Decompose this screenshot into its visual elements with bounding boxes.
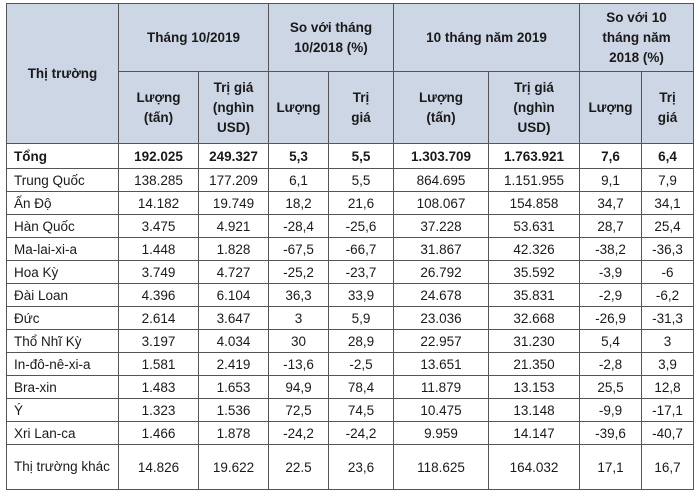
value-cell: 5,5 xyxy=(329,144,394,169)
value-cell: 21.350 xyxy=(489,353,580,376)
value-cell: 3 xyxy=(269,307,329,330)
value-cell: 3.197 xyxy=(119,330,199,353)
market-cell: Ấn Độ xyxy=(7,192,119,215)
value-cell: 108.067 xyxy=(394,192,489,215)
header-volume: Lượng (tấn) xyxy=(119,72,199,144)
value-cell: 24.678 xyxy=(394,284,489,307)
table-row xyxy=(7,192,694,215)
value-cell: 14.182 xyxy=(119,192,199,215)
value-cell: 30 xyxy=(269,330,329,353)
value-cell: 3.749 xyxy=(119,261,199,284)
table-row xyxy=(7,238,694,261)
value-cell: -25,2 xyxy=(269,261,329,284)
value-cell: 1.466 xyxy=(119,422,199,445)
value-cell: 3.475 xyxy=(119,215,199,238)
trade-table xyxy=(6,3,694,490)
value-cell: 1.151.955 xyxy=(489,169,580,192)
value-cell: 13.651 xyxy=(394,353,489,376)
value-cell: -28,4 xyxy=(269,215,329,238)
value-cell: 9.959 xyxy=(394,422,489,445)
value-cell: 32.668 xyxy=(489,307,580,330)
value-cell: 37.228 xyxy=(394,215,489,238)
value-cell: -9,9 xyxy=(580,399,642,422)
value-cell: 35.592 xyxy=(489,261,580,284)
value-cell: 74,5 xyxy=(329,399,394,422)
value-cell: 154.858 xyxy=(489,192,580,215)
value-cell: 23.036 xyxy=(394,307,489,330)
value-cell: -25,6 xyxy=(329,215,394,238)
value-cell: 4.727 xyxy=(199,261,269,284)
value-cell: 3,9 xyxy=(642,353,694,376)
value-cell: 1.763.921 xyxy=(489,144,580,169)
market-cell: Thị trường khác xyxy=(7,445,119,490)
value-cell: 4.396 xyxy=(119,284,199,307)
value-cell: 7,9 xyxy=(642,169,694,192)
header-value-pct-10m: Trị giá xyxy=(642,72,694,144)
value-cell: 138.285 xyxy=(119,169,199,192)
value-cell: 177.209 xyxy=(199,169,269,192)
value-cell: 28,9 xyxy=(329,330,394,353)
header-compare-10-months: So với 10 tháng năm 2018 (%) xyxy=(580,4,694,72)
market-cell: Ma-lai-xi-a xyxy=(7,238,119,261)
value-cell: 19.622 xyxy=(199,445,269,490)
value-cell: 1.448 xyxy=(119,238,199,261)
value-cell: 164.032 xyxy=(489,445,580,490)
market-cell: Ý xyxy=(7,399,119,422)
total-row xyxy=(7,144,694,169)
value-cell: 864.695 xyxy=(394,169,489,192)
value-cell: -24,2 xyxy=(269,422,329,445)
value-cell: 14.826 xyxy=(119,445,199,490)
header-month: Tháng 10/2019 xyxy=(119,4,269,72)
value-cell: 35.831 xyxy=(489,284,580,307)
header-market: Thị trường xyxy=(7,4,119,144)
value-cell: -24,2 xyxy=(329,422,394,445)
market-cell: Trung Quốc xyxy=(7,169,119,192)
table-row xyxy=(7,307,694,330)
value-cell: 5,5 xyxy=(329,169,394,192)
value-cell: 22.957 xyxy=(394,330,489,353)
market-cell: Hoa Kỳ xyxy=(7,261,119,284)
value-cell: 13.148 xyxy=(489,399,580,422)
value-cell: 5,3 xyxy=(269,144,329,169)
table-row xyxy=(7,330,694,353)
value-cell: -2,9 xyxy=(580,284,642,307)
market-cell: Đức xyxy=(7,307,119,330)
value-cell: -39,6 xyxy=(580,422,642,445)
value-cell: 17,1 xyxy=(580,445,642,490)
value-cell: 1.323 xyxy=(119,399,199,422)
header-compare-month: So với tháng 10/2018 (%) xyxy=(269,4,394,72)
table-row xyxy=(7,284,694,307)
value-cell: 13.153 xyxy=(489,376,580,399)
value-cell: 6.104 xyxy=(199,284,269,307)
value-cell: 1.653 xyxy=(199,376,269,399)
value-cell: 249.327 xyxy=(199,144,269,169)
value-cell: 28,7 xyxy=(580,215,642,238)
value-cell: -2,8 xyxy=(580,353,642,376)
value-cell: 14.147 xyxy=(489,422,580,445)
value-cell: -6 xyxy=(642,261,694,284)
value-cell: -26,9 xyxy=(580,307,642,330)
value-cell: 25,4 xyxy=(642,215,694,238)
value-cell: 78,4 xyxy=(329,376,394,399)
table-row xyxy=(7,261,694,284)
value-cell: 36,3 xyxy=(269,284,329,307)
value-cell: -67,5 xyxy=(269,238,329,261)
header-value-10m: Trị giá (nghìn USD) xyxy=(489,72,580,144)
value-cell: 1.878 xyxy=(199,422,269,445)
value-cell: 16,7 xyxy=(642,445,694,490)
value-cell: 53.631 xyxy=(489,215,580,238)
value-cell: -66,7 xyxy=(329,238,394,261)
value-cell: 9,1 xyxy=(580,169,642,192)
value-cell: 11.879 xyxy=(394,376,489,399)
market-cell: Thổ Nhĩ Kỳ xyxy=(7,330,119,353)
table-row xyxy=(7,376,694,399)
value-cell: 12,8 xyxy=(642,376,694,399)
value-cell: 21,6 xyxy=(329,192,394,215)
market-cell: Hàn Quốc xyxy=(7,215,119,238)
value-cell: 33,9 xyxy=(329,284,394,307)
header-value: Trị giá (nghìn USD) xyxy=(199,72,269,144)
market-cell: Tổng xyxy=(7,144,119,169)
value-cell: 192.025 xyxy=(119,144,199,169)
value-cell: -36,3 xyxy=(642,238,694,261)
value-cell: -3,9 xyxy=(580,261,642,284)
value-cell: 72,5 xyxy=(269,399,329,422)
market-cell: In-đô-nê-xi-a xyxy=(7,353,119,376)
value-cell: -17,1 xyxy=(642,399,694,422)
header-volume-10m: Lượng (tấn) xyxy=(394,72,489,144)
table-row xyxy=(7,399,694,422)
value-cell: 2.419 xyxy=(199,353,269,376)
value-cell: -23,7 xyxy=(329,261,394,284)
header-value-pct: Trị giá xyxy=(329,72,394,144)
value-cell: 1.303.709 xyxy=(394,144,489,169)
value-cell: 23,6 xyxy=(329,445,394,490)
table-row xyxy=(7,445,694,490)
value-cell: 1.536 xyxy=(199,399,269,422)
value-cell: -13,6 xyxy=(269,353,329,376)
value-cell: 118.625 xyxy=(394,445,489,490)
value-cell: -6,2 xyxy=(642,284,694,307)
value-cell: 94,9 xyxy=(269,376,329,399)
table-body xyxy=(7,144,694,490)
value-cell: 31.867 xyxy=(394,238,489,261)
value-cell: 1.483 xyxy=(119,376,199,399)
value-cell: 19.749 xyxy=(199,192,269,215)
value-cell: 26.792 xyxy=(394,261,489,284)
value-cell: 42.326 xyxy=(489,238,580,261)
value-cell: 3.647 xyxy=(199,307,269,330)
table-row xyxy=(7,169,694,192)
header-10-months: 10 tháng năm 2019 xyxy=(394,4,580,72)
value-cell: 4.034 xyxy=(199,330,269,353)
value-cell: 6,4 xyxy=(642,144,694,169)
value-cell: 7,6 xyxy=(580,144,642,169)
table-row xyxy=(7,422,694,445)
header-volume-pct: Lượng xyxy=(269,72,329,144)
value-cell: 4.921 xyxy=(199,215,269,238)
value-cell: 1.828 xyxy=(199,238,269,261)
value-cell: 22.5 xyxy=(269,445,329,490)
market-cell: Xri Lan-ca xyxy=(7,422,119,445)
table-row xyxy=(7,353,694,376)
header-volume-pct-10m: Lượng xyxy=(580,72,642,144)
value-cell: 5,9 xyxy=(329,307,394,330)
market-cell: Đài Loan xyxy=(7,284,119,307)
table-row xyxy=(7,215,694,238)
value-cell: 25,5 xyxy=(580,376,642,399)
value-cell: -31,3 xyxy=(642,307,694,330)
value-cell: 2.614 xyxy=(119,307,199,330)
value-cell: 6,1 xyxy=(269,169,329,192)
value-cell: 5,4 xyxy=(580,330,642,353)
value-cell: 1.581 xyxy=(119,353,199,376)
value-cell: 34,7 xyxy=(580,192,642,215)
value-cell: 3 xyxy=(642,330,694,353)
value-cell: 18,2 xyxy=(269,192,329,215)
value-cell: -2,5 xyxy=(329,353,394,376)
value-cell: 34,1 xyxy=(642,192,694,215)
value-cell: 10.475 xyxy=(394,399,489,422)
value-cell: -40,7 xyxy=(642,422,694,445)
market-cell: Bra-xin xyxy=(7,376,119,399)
value-cell: -38,2 xyxy=(580,238,642,261)
value-cell: 31.230 xyxy=(489,330,580,353)
